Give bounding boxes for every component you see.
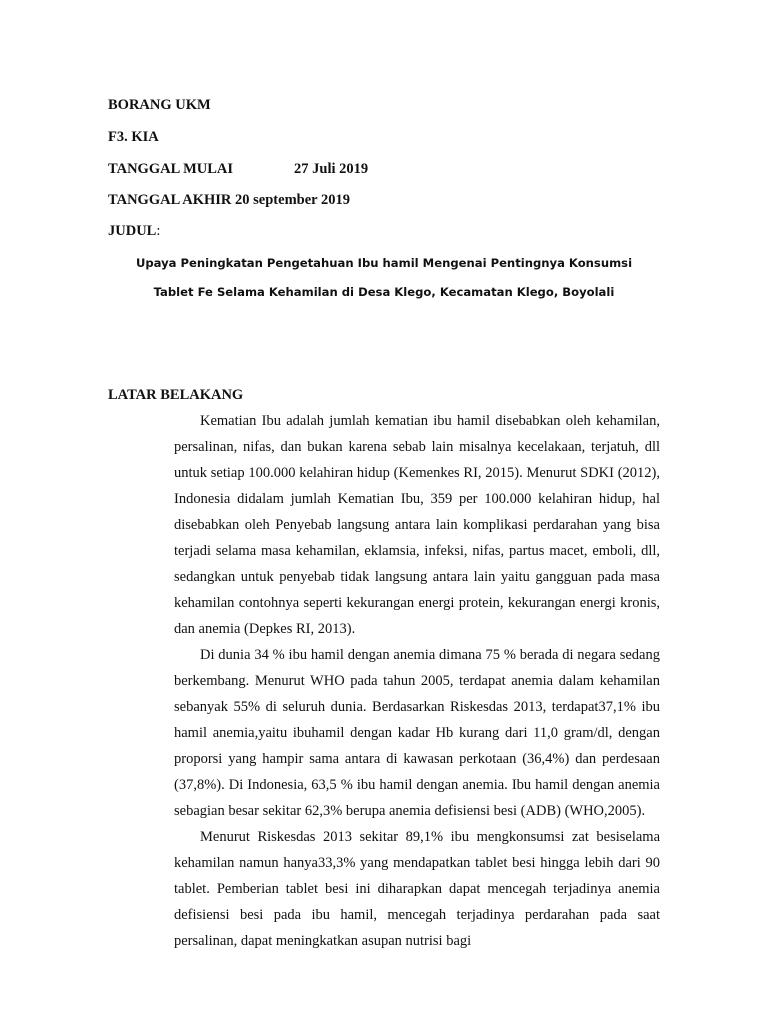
start-date-value: 27 Juli 2019 (294, 161, 369, 177)
start-date-row (108, 161, 369, 178)
start-date-label: TANGGAL MULAI (108, 161, 234, 177)
end-date-row: TANGGAL AKHIR 20 september 2019 (108, 192, 350, 208)
document-title-line-1: Upaya Peningkatan Pengetahuan Ibu hamil Mengenai Pentingnya Konsumsi (135, 256, 633, 270)
document-title-line-2: Tablet Fe Selama Kehamilan di Desa Klego, Kecamatan Klego, Boyolali (153, 285, 615, 299)
paragraph: Kematian Ibu adalah jumlah kematian ibu hamil disebabkan oleh kehamilan, persalinan, nifas, dan bukan karena sebab lain misalnya kecelakaan, terjatuh, dll untuk setiap 100.000 kelahiran hidup (Kemenkes RI, 2015). Menurut SDKI (2012), Indonesia didalam jumlah Kematian Ibu, 359 per 100.000 kelahiran hidup, hal disebabkan oleh Penyebab langsung antara lain komplikasi perdarahan yang bisa terjadi selama masa kehamilan, eklamsia, infeksi, nifas, partus macet, emboli, dll, sedangkan untuk penyebab tidak langsung antara lain yaitu gangguan pada masa kehamilan contohnya seperti kekurangan energi protein, kekurangan energi kronis, dan anemia (Depkes RI, 2013). (174, 413, 660, 637)
form-name: BORANG UKM (108, 97, 211, 113)
title-label: JUDUL (108, 223, 157, 239)
paragraph: Menurut Riskesdas 2013 sekitar 89,1% ibu mengkonsumsi zat besiselama kehamilan namun hanya33,3% yang mendapatkan tablet besi hingga lebih dari 90 tablet. Pemberian tablet besi ini diharapkan dapat mencegah terjadinya anemia defisiensi besi pada ibu hamil, mencegah terjadinya perdarahan pada saat persalinan, dapat meningkatkan asupan nutrisi bagi (174, 829, 660, 949)
title-label-row (108, 223, 160, 240)
paragraph: Di dunia 34 % ibu hamil dengan anemia dimana 75 % berada di negara sedang berkembang. Menurut WHO pada tahun 2005, terdapat anemia dalam kehamilan sebanyak 55% di seluruh dunia. Berdasarkan Riskesdas 2013, terdapat37,1% ibu hamil anemia,yaitu ibuhamil dengan kadar Hb kurang dari 11,0 gram/dl, dengan proporsi yang hampir sama antara di kawasan perkotaan (36,4%) dan perdesaan (37,8%). Di Indonesia, 63,5 % ibu hamil dengan anemia. Ibu hamil dengan anemia sebagian besar sekitar 62,3% berupa anemia defisiensi besi (ADB) (WHO,2005). (174, 647, 660, 819)
body-text (174, 408, 660, 954)
title-colon: : (156, 223, 161, 239)
form-code: F3. KIA (108, 129, 159, 145)
section-heading: LATAR BELAKANG (108, 387, 244, 403)
